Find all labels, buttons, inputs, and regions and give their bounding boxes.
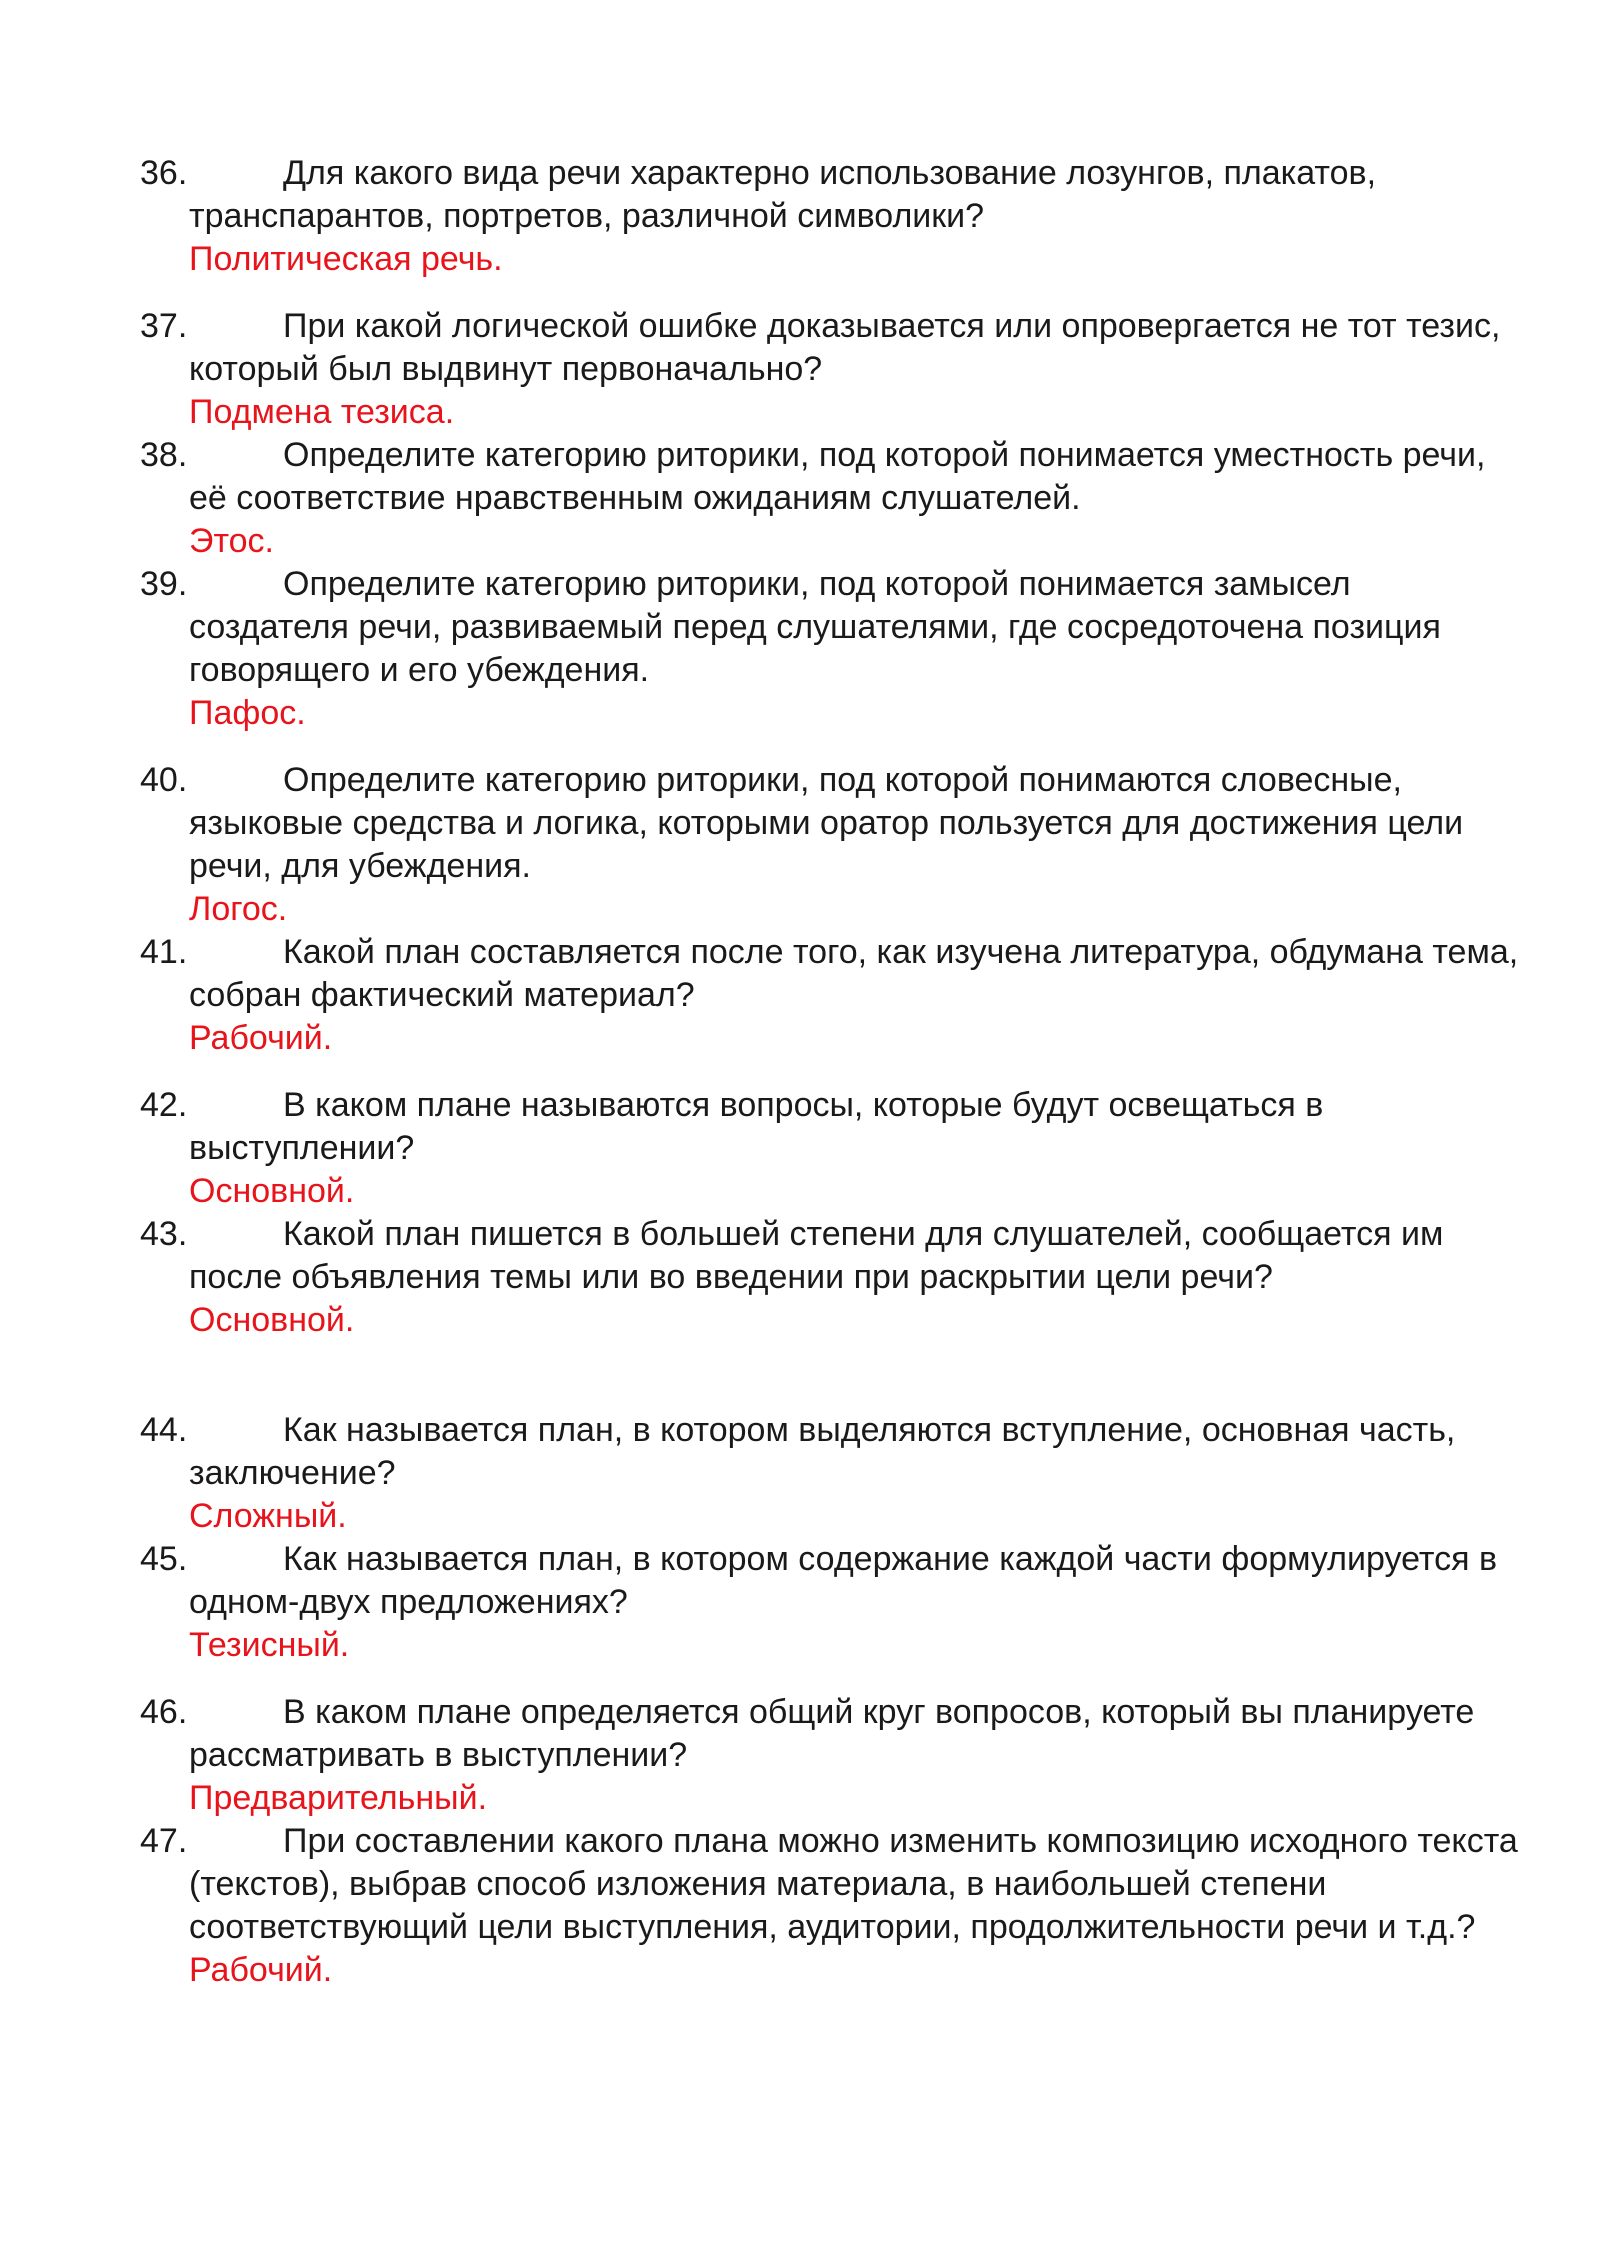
qa-item-39	[140, 563, 1520, 735]
answer-text: Тезисный.	[189, 1626, 350, 1664]
question-number: 42.	[140, 1086, 188, 1124]
question-text: 36. Для какого вида речи характерно использование лозунгов, плакатов, транспарантов, портретов, различной символики?	[140, 154, 1377, 235]
question-number: 46.	[140, 1693, 188, 1731]
question-number: 36.	[140, 154, 188, 192]
qa-item-43	[140, 1213, 1520, 1342]
question-number: 38.	[140, 436, 188, 474]
answer-text: Сложный.	[189, 1497, 347, 1535]
qa-item-38	[140, 434, 1520, 563]
question-number: 45.	[140, 1540, 188, 1578]
question-text: 37. При какой логической ошибке доказывается или опровергается не тот тезис, который был выдвинут первоначально?	[140, 307, 1501, 388]
qa-item-36	[140, 152, 1520, 281]
question-number: 37.	[140, 307, 188, 345]
question-text: 43. Какой план пишется в большей степени для слушателей, сообщается им после объявления темы или во введении при раскрытии цели речи?	[140, 1215, 1444, 1296]
question-text: 44. Как называется план, в котором выделяются вступление, основная часть, заключение?	[140, 1411, 1456, 1492]
question-number: 40.	[140, 761, 188, 799]
answer-text: Предварительный.	[189, 1779, 488, 1817]
qa-item-42	[140, 1084, 1520, 1213]
qa-item-40	[140, 759, 1520, 931]
question-number: 41.	[140, 933, 188, 971]
question-text: 40. Определите категорию риторики, под которой понимаются словесные, языковые средства и логика, которыми оратор пользуется для достижения цели речи, для убеждения.	[140, 761, 1464, 885]
answer-text: Политическая речь.	[189, 240, 503, 278]
answer-text: Основной.	[189, 1172, 355, 1210]
answer-text: Логос.	[189, 890, 288, 928]
question-text: 39. Определите категорию риторики, под которой понимается замысел создателя речи, развиваемый перед слушателями, где сосредоточена позиция говорящего и его убеждения.	[140, 565, 1441, 689]
qa-item-45	[140, 1538, 1520, 1667]
question-text: 38. Определите категорию риторики, под которой понимается уместность речи, её соответствие нравственным ожиданиям слушателей.	[140, 436, 1486, 517]
qa-item-47	[140, 1820, 1520, 1992]
answer-text: Рабочий.	[189, 1951, 333, 1989]
question-text: 46. В каком плане определяется общий круг вопросов, который вы планируете рассматривать в выступлении?	[140, 1693, 1475, 1774]
answer-text: Пафос.	[189, 694, 306, 732]
question-text: 41. Какой план составляется после того, как изучена литература, обдумана тема, собран фактический материал?	[140, 933, 1519, 1014]
question-number: 43.	[140, 1215, 188, 1253]
question-number: 44.	[140, 1411, 188, 1449]
qa-item-37	[140, 305, 1520, 434]
question-text: 45. Как называется план, в котором содержание каждой части формулируется в одном-двух предложениях?	[140, 1540, 1498, 1621]
question-number: 47.	[140, 1822, 188, 1860]
answer-text: Подмена тезиса.	[189, 393, 455, 431]
question-text: 42. В каком плане называются вопросы, которые будут освещаться в выступлении?	[140, 1086, 1324, 1167]
answer-text: Основной.	[189, 1301, 355, 1339]
answer-text: Рабочий.	[189, 1019, 333, 1057]
qa-item-41	[140, 931, 1520, 1060]
qa-item-44	[140, 1409, 1520, 1538]
question-number: 39.	[140, 565, 188, 603]
qa-item-46	[140, 1691, 1520, 1820]
answer-text: Этос.	[189, 522, 274, 560]
question-text: 47. При составлении какого плана можно изменить композицию исходного текста (текстов), выбрав способ изложения материала, в наибольшей степени соответствующий цели выступления, аудитории, продолжительности речи и т.д.?	[140, 1822, 1518, 1946]
